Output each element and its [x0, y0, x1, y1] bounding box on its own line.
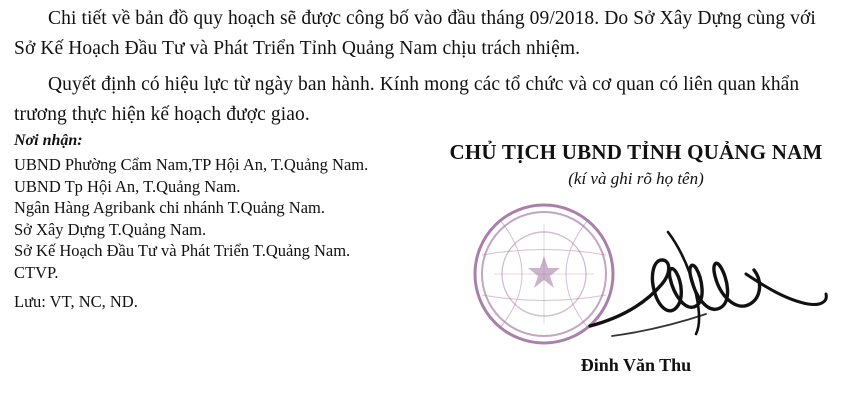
paragraph-1-line-1: Chi tiết về bản đồ quy hoạch sẽ được công bố vào đầu tháng 09/2018. Do Sở Xây Dựng cùng với: [48, 8, 816, 29]
document-body: [14, 4, 842, 136]
list-item: CTVP.: [14, 262, 59, 282]
signer-name: Đinh Văn Thu: [580, 355, 692, 375]
paragraph-2-line-2: trương thực hiện kế hoạch được giao.: [14, 104, 310, 125]
signature-block: [430, 138, 842, 375]
handwritten-signature: [550, 208, 850, 368]
paragraph-1-line-2: Sở Kế Hoạch Đầu Tư và Phát Triển Tỉnh Quảng Nam chịu trách nhiệm.: [14, 38, 581, 59]
signature-subtitle: (kí và ghi rõ họ tên): [568, 169, 704, 188]
list-item: UBND Tp Hội An, T.Quảng Nam.: [14, 176, 241, 196]
document-footer: [0, 130, 855, 400]
recipients-block: [14, 130, 414, 313]
stamp-and-signature-area: [450, 190, 850, 370]
list-item: Sở Kế Hoạch Đầu Tư và Phát Triển T.Quảng Nam.: [14, 241, 351, 260]
list-item: Sở Xây Dựng T.Quảng Nam.: [14, 219, 207, 239]
recipients-title: Nơi nhận:: [14, 132, 83, 149]
signature-title: CHỦ TỊCH UBND TỈNH QUẢNG NAM: [449, 140, 823, 164]
paragraph-2: [14, 70, 842, 130]
list-item: Lưu: VT, NC, ND.: [14, 292, 138, 311]
paragraph-2-line-1: Quyết định có hiệu lực từ ngày ban hành. Kính mong các tổ chức và cơ quan có liên quan khẩn: [48, 74, 800, 95]
list-item: Ngân Hàng Agribank chi nhánh T.Quảng Nam.: [14, 198, 325, 217]
list-item: UBND Phường Cẩm Nam,TP Hội An, T.Quảng Nam.: [14, 155, 369, 174]
paragraph-1: [14, 4, 842, 64]
